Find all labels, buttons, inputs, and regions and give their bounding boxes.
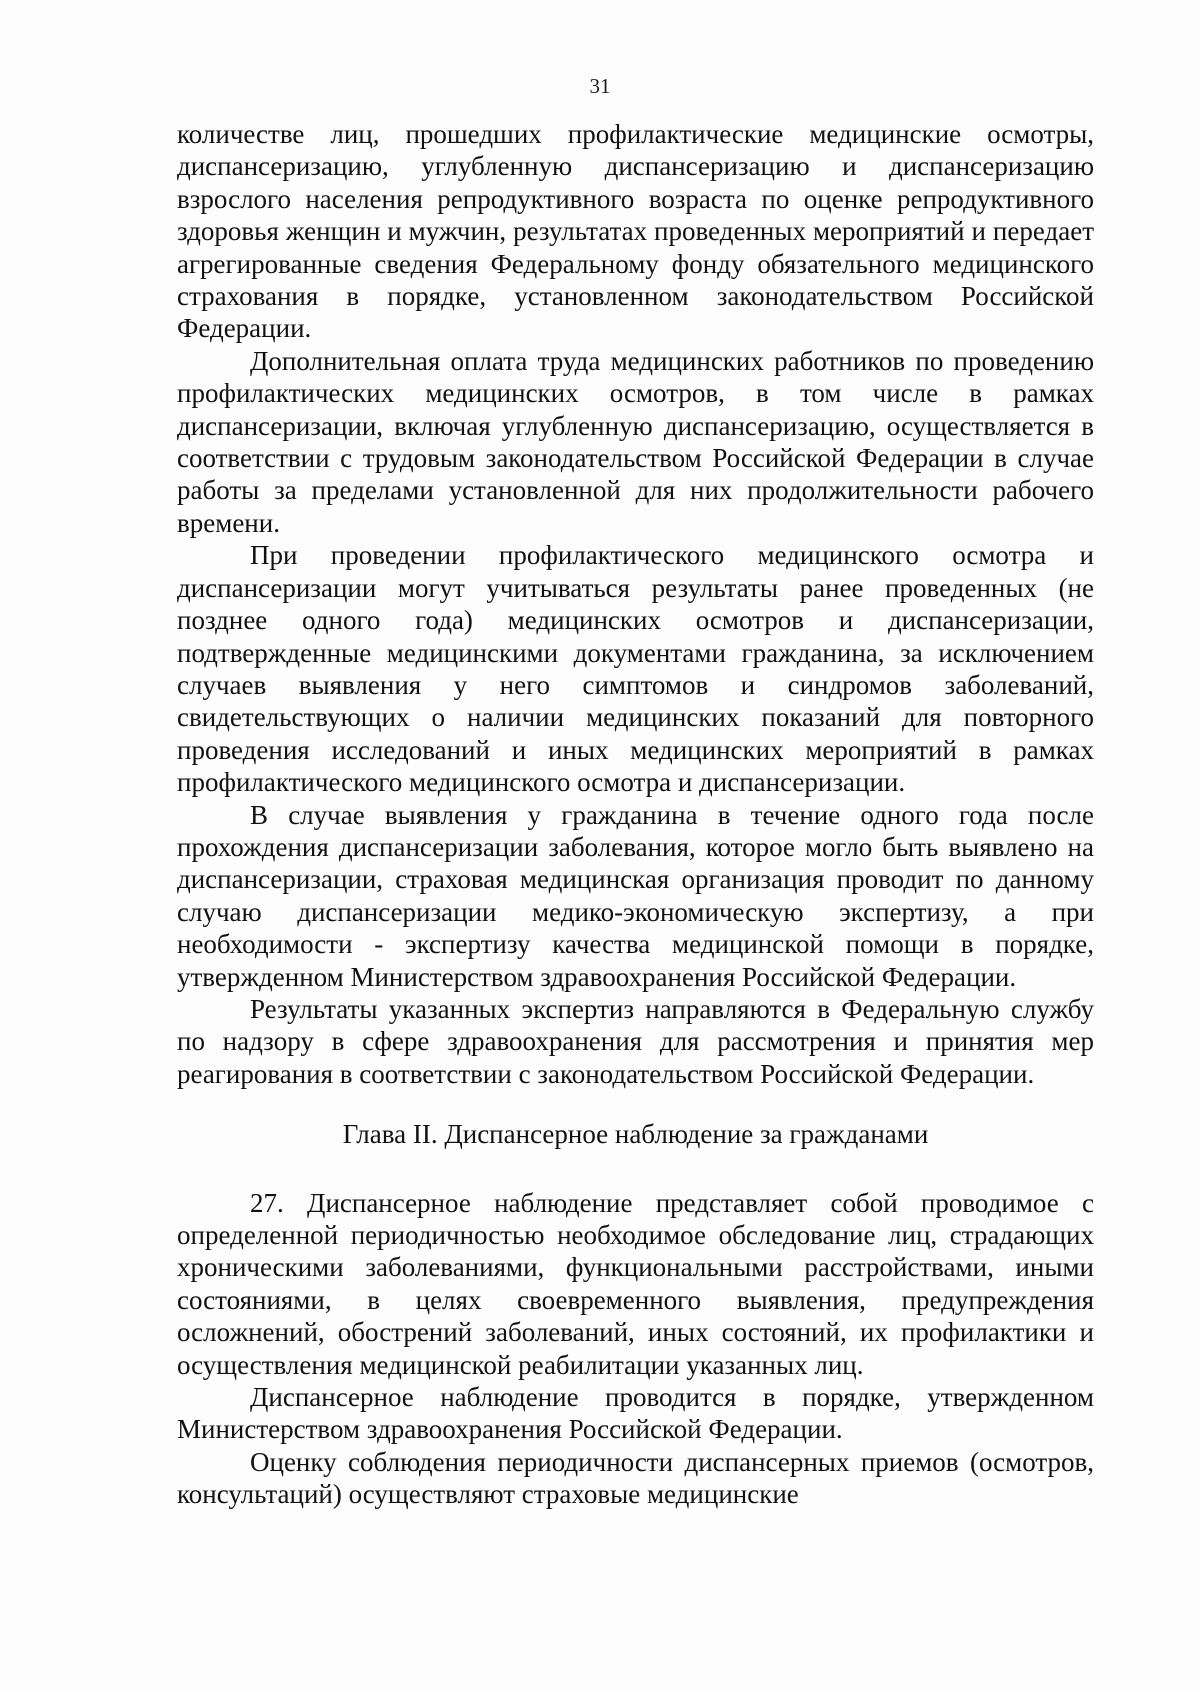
paragraph-8: Оценку соблюдения периодичности диспансерных приемов (осмотров, консультаций) осуществляют страховые медицинские <box>177 1446 1094 1510</box>
page-number: 31 <box>589 74 611 98</box>
paragraph-4: В случае выявления у гражданина в течение одного года после прохождения диспансеризации заболевания, которое могло быть выявлено на диспансеризации, страховая медицинская организация проводит по данному случаю диспансеризации медико-экономическую экспертизу, а при необходимости - экспертизу качества медицинской помощи в порядке, утвержденном Министерством здравоохранения Российской Федерации. <box>177 799 1094 992</box>
paragraph-6: 27. Диспансерное наблюдение представляет собой проводимое с определенной периодичностью необходимое обследование лиц, страдающих хроническими заболеваниями, функциональными расстройствами, иными состояниями, в целях своевременного выявления, предупреждения осложнений, обострений заболеваний, иных состояний, их профилактики и осуществления медицинской реабилитации указанных лиц. <box>177 1187 1094 1380</box>
document-body <box>177 118 1094 1511</box>
paragraph-3: При проведении профилактического медицинского осмотра и диспансеризации могут учитываться результаты ранее проведенных (не позднее одного года) медицинских осмотров и диспансеризации, подтвержденные медицинскими документами гражданина, за исключением случаев выявления у него симптомов и синдромов заболеваний, свидетельствующих о наличии медицинских показаний для повторного проведения исследований и иных медицинских мероприятий в рамках профилактического медицинского осмотра и диспансеризации. <box>177 540 1094 798</box>
paragraph-5: Результаты указанных экспертиз направляются в Федеральную службу по надзору в сфере здравоохранения для рассмотрения и принятия мер реагирования в соответствии с законодательством Российской Федерации. <box>177 993 1094 1089</box>
paragraph-1: количестве лиц, прошедших профилактические медицинские осмотры, диспансеризацию, углубленную диспансеризацию и диспансеризацию взрослого населения репродуктивного возраста по оценке репродуктивного здоровья женщин и мужчин, результатах проведенных мероприятий и передает агрегированные сведения Федеральному фонду обязательного медицинского страхования в порядке, установленном законодательством Российской Федерации. <box>177 119 1094 344</box>
paragraph-2: Дополнительная оплата труда медицинских работников по проведению профилактических медицинских осмотров, в том числе в рамках диспансеризации, включая углубленную диспансеризацию, осуществляется в соответствии с трудовым законодательством Российской Федерации в случае работы за пределами установленной для них продолжительности рабочего времени. <box>177 345 1094 538</box>
paragraph-7: Диспансерное наблюдение проводится в порядке, утвержденном Министерством здравоохранения Российской Федерации. <box>177 1382 1094 1445</box>
chapter-title: Глава II. Диспансерное наблюдение за гражданами <box>342 1119 929 1150</box>
